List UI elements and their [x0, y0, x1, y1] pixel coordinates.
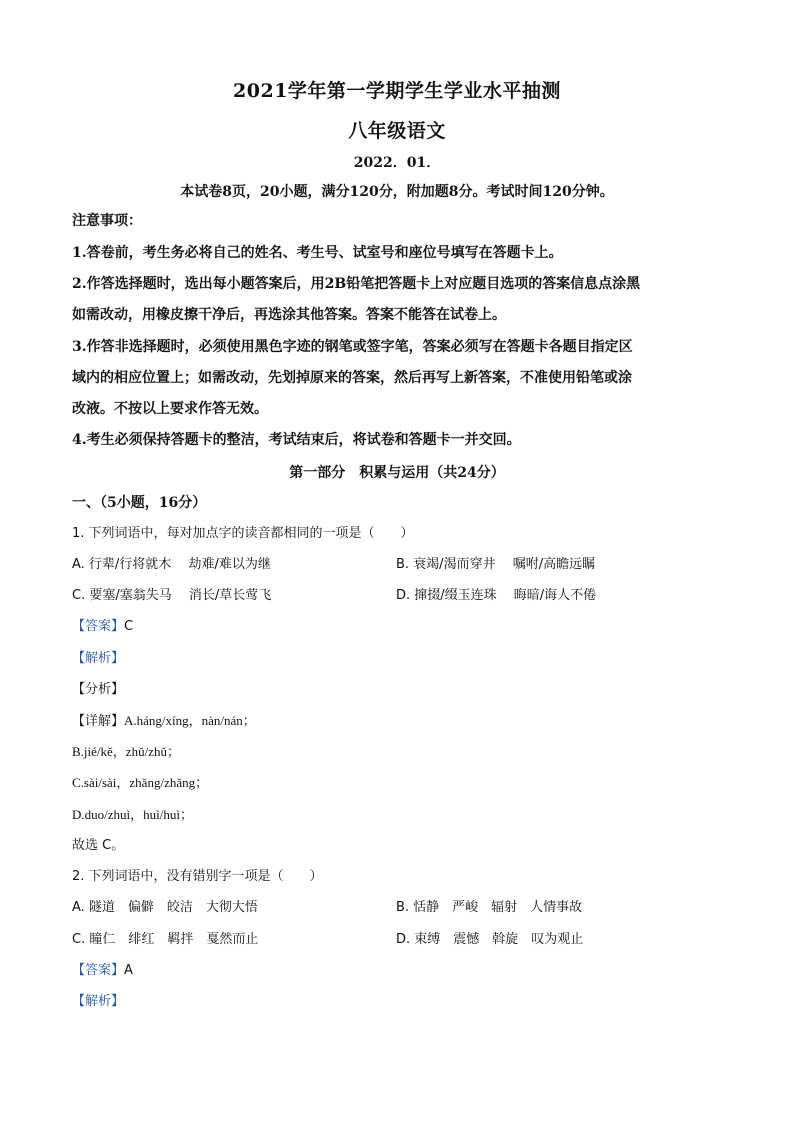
q2-option-a: A. 隧道 偏僻 皎洁 大彻大悟	[72, 900, 258, 915]
q1-stem: 1. 下列词语中，每对加点字的读音都相同的一项是（ ）	[72, 526, 414, 541]
q2-answer-tag: 【答案】	[72, 963, 125, 978]
note-3-line-2: 域内的相应位置上；如需改动，先划掉原来的答案，然后再写上新答案，不准使用铅笔或涂	[72, 370, 632, 386]
q1-fenxi-tag: 【分析】	[72, 682, 125, 697]
note-2-line-2: 如需改动，用橡皮擦干净后，再选涂其他答案。答案不能答在试卷上。	[72, 307, 506, 323]
section-title: 第一部分 积累与运用（共24分）	[289, 465, 505, 481]
q2-option-b: B. 恬静 严峻 辐射 人情事故	[396, 900, 583, 915]
section-part: 一、（5小题，16分）	[72, 495, 207, 511]
note-4: 4.考生必须保持答题卡的整洁，考试结束后，将试卷和答题卡一并交回。	[72, 432, 521, 448]
q2-answer	[72, 961, 133, 981]
note-2-line-1: 2.作答选择题时，选出每小题答案后，用2B铅笔把答题卡上对应题目选项的答案信息点涂黑	[72, 276, 641, 292]
q2-option-d: D. 束缚 震憾 斡旋 叹为观止	[396, 932, 584, 947]
q1-detail-b: B.jié/kě，zhǔ/zhǔ；	[72, 744, 180, 759]
q1-option-b: B. 衰竭/渴而穿井 嘱咐/高瞻远瞩	[396, 557, 596, 572]
exam-date: 2022．01．	[353, 155, 441, 171]
notes-heading: 注意事项：	[72, 213, 142, 229]
q2-stem: 2. 下列词语中，没有错别字一项是（ ）	[72, 869, 323, 884]
exam-title: 2021学年第一学期学生学业水平抽测	[233, 80, 561, 102]
note-3-line-1: 3.作答非选择题时，必须使用黑色字迹的钢笔或签字笔，答案必须写在答题卡各题目指定区	[72, 339, 633, 355]
q1-detail-d: D.duo/zhuì，huì/huì；	[72, 807, 193, 822]
q1-option-c: C. 要塞/塞翁失马 消长/草长莺飞	[72, 588, 272, 603]
exam-intro: 本试卷8页，20小题，满分120分，附加题8分。考试时间120分钟。	[180, 184, 614, 200]
q1-answer	[72, 617, 133, 637]
exam-subject: 八年级语文	[348, 120, 446, 142]
note-3-line-3: 改液。不按以上要求作答无效。	[72, 401, 268, 417]
q1-detail-c: C.sài/sài，zhǎng/zhǎng；	[72, 775, 209, 790]
q1-conclusion: 故选 C。	[72, 838, 125, 853]
q1-option-d: D. 撺掇/缀玉连珠 晦暗/诲人不倦	[396, 588, 597, 603]
q1-detail-tag: 【详解】	[72, 714, 125, 729]
q1-jiexi-tag: 【解析】	[72, 651, 125, 666]
q1-answer-value: C	[124, 619, 134, 634]
q1-detail	[72, 711, 256, 732]
q1-option-a: A. 行辈/行将就木 劫难/难以为继	[72, 557, 271, 572]
q1-answer-tag: 【答案】	[72, 619, 125, 634]
q2-option-c: C. 瞳仁 绯红 羁拌 戛然而止	[72, 932, 259, 947]
note-1: 1.答卷前，考生务必将自己的姓名、考生号、试室号和座位号填写在答题卡上。	[72, 245, 563, 261]
q2-answer-value: A	[124, 963, 133, 978]
q2-jiexi-tag: 【解析】	[72, 994, 125, 1009]
q1-detail-a: A.háng/xíng，nàn/nán；	[124, 713, 256, 728]
